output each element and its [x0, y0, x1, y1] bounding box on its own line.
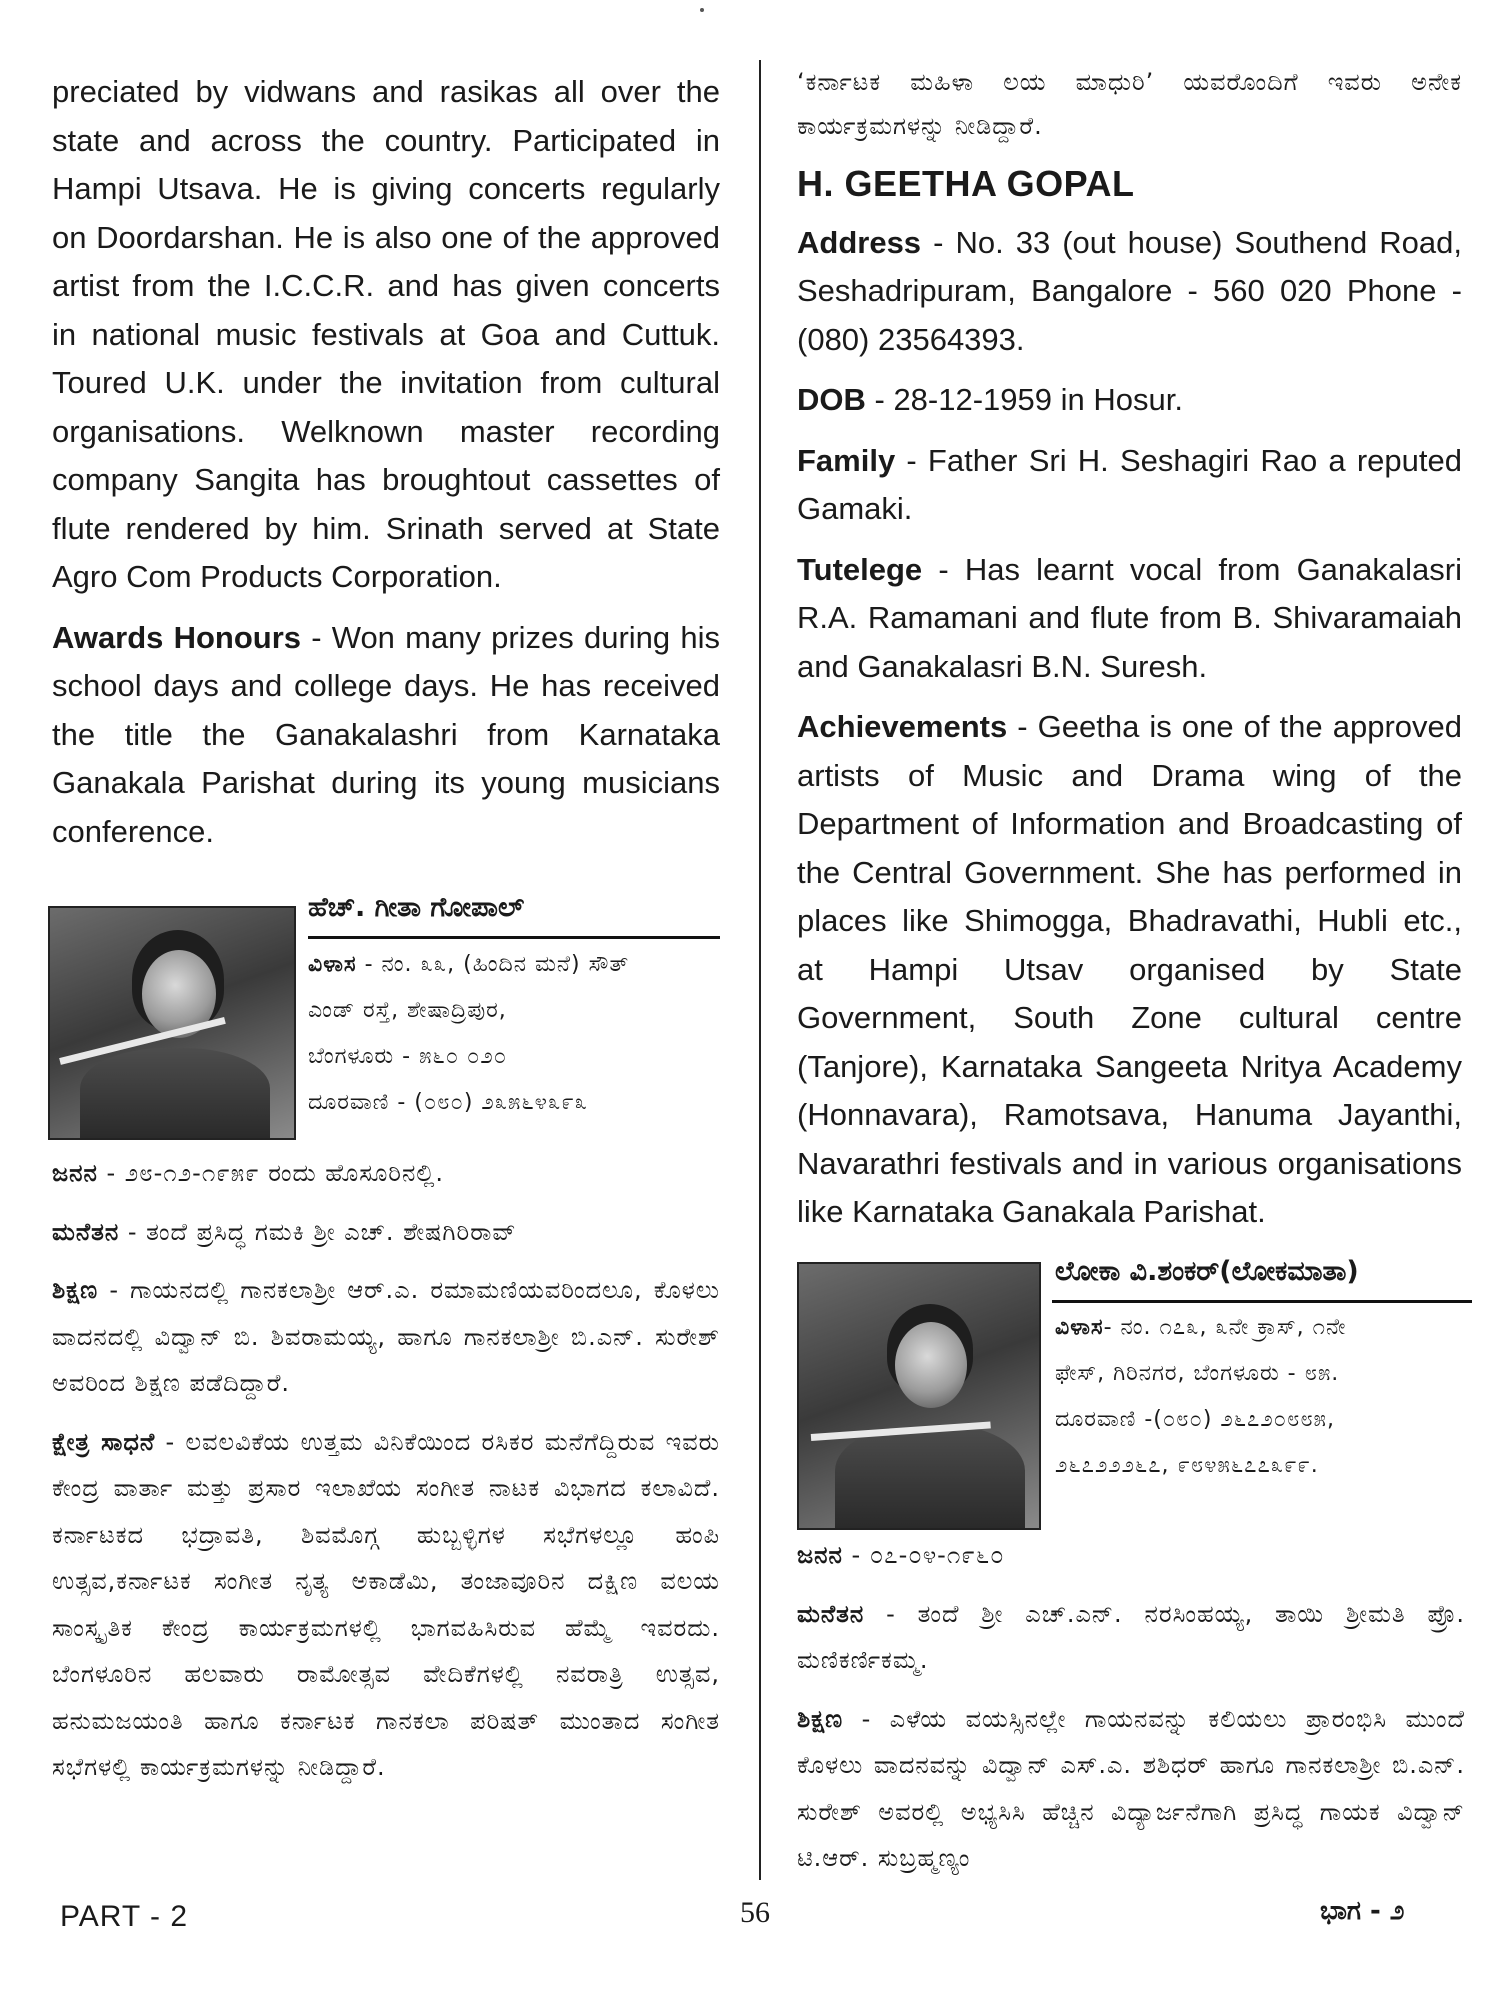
education-text: - ಗಾಯನದಲ್ಲಿ ಗಾನಕಲಾಶ್ರೀ ಆರ್.ಎ. ರಮಾಮಣಿಯವರಿಂದಲೂ, ಕೊಳಲು ವಾದನದಲ್ಲಿ ವಿದ್ವಾನ್ ಬಿ. ಶಿವರಾಮಯ್ಯ, ಹಾಗೂ ಗಾನಕಲಾಶ್ರೀ ಬಿ.ಎನ್. ಸುರೇಶ್ ಅವರಿಂದ ಶಿಕ್ಷಣ ಪಡೆದಿದ್ದಾರೆ. — [52, 1276, 720, 1397]
family-text: - ತಂದೆ ಪ್ರಸಿದ್ಧ ಗಮಕಿ ಶ್ರೀ ಎಚ್. ಶೇಷಗಿರಿರಾವ್ — [119, 1217, 517, 1246]
loka-kn-body — [797, 1532, 1465, 1894]
tutelege-label: Tutelege — [797, 551, 923, 587]
dob-paragraph — [797, 376, 1462, 425]
awards-label: Awards Honours — [52, 619, 302, 655]
awards-text: - Won many prizes during his school days and college days. He has received the title the Ganakalashri from Karnataka Ganakala Parishat during its young musicians conference. — [52, 619, 720, 849]
achievements-label: Achievements — [797, 709, 1008, 744]
loka-photo — [797, 1262, 1041, 1530]
address-line-2: ಎಂಡ್ ರಸ್ತೆ, ಶೇಷಾದ್ರಿಪುರ, — [308, 998, 507, 1023]
srinath-bio-paragraph: preciated by vidwans and rasikas all over the state and across the country. Participated in Hampi Utsava. He is giving concerts regularly on Doordarshan. He is also one of the approved artist from the I.C.C.R. and has given concerts in national music festivals at Goa and Cuttuk. Toured U.K. under the invitation from cultural organisations. Welknown master recording company Sangita has broughtout cassettes of flute rendered by him. Srinath served at State Agro Com Products Corporation. — [52, 74, 720, 594]
column-divider — [759, 60, 761, 1880]
address-line-1-text: - ನಂ. ೧೭೩, ೩ನೇ ಕ್ರಾಸ್, ೧ನೇ — [1103, 1315, 1347, 1340]
address-line-3: ದೂರವಾಣಿ -(೦೮೦) ೨೬೭೨೦೮೮೫, — [1055, 1407, 1335, 1432]
address-label: Address — [797, 224, 922, 260]
name-underline — [308, 936, 720, 939]
geetha-kn-education — [52, 1267, 720, 1407]
loka-kn-address — [1055, 1305, 1475, 1489]
address-line-1-text: - ನಂ. ೩೩, (ಹಿಂದಿನ ಮನೆ) ಸೌತ್ — [356, 952, 630, 977]
kn-intro-paragraph: ‘ಕರ್ನಾಟಕ ಮಹಿಳಾ ಲಯ ಮಾಧುರಿ’ ಯವರೊಂದಿಗೆ ಇವರು ಅನೇಕ ಕಾರ್ಯಕ್ರಮಗಳನ್ನು ನೀಡಿದ್ದಾರೆ. — [797, 68, 1462, 140]
education-text: - ಎಳೆಯ ವಯಸ್ಸಿನಲ್ಲೇ ಗಾಯನವನ್ನು ಕಲಿಯಲು ಪ್ರಾರಂಭಿಸಿ ಮುಂದೆ ಕೊಳಲು ವಾದನವನ್ನು ವಿದ್ವಾನ್ ಎಸ್.ಎ. ಶಶಿಧರ್ ಹಾಗೂ ಗಾನಕಲಾಶ್ರೀ ಬಿ.ಎನ್. ಸುರೇಶ್ ಅವರಲ್ಲಿ ಅಭ್ಯಸಿಸಿ ಹೆಚ್ಚಿನ ವಿದ್ಯಾರ್ಜನೆಗಾಗಿ ಪ್ರಸಿದ್ಧ ಗಾಯಕ ವಿದ್ವಾನ್ ಟಿ.ಆರ್. ಸುಬ್ರಹ್ಮಣ್ಯಂ — [797, 1704, 1465, 1872]
family-label: ಮನೆತನ — [797, 1599, 865, 1628]
geetha-kn-family — [52, 1209, 720, 1256]
address-label: ವಿಳಾಸ — [308, 952, 357, 977]
dob-label: ಜನನ — [797, 1541, 843, 1569]
footer-part-label: PART - 2 — [60, 1900, 189, 1933]
photo-body — [80, 1048, 270, 1138]
education-label: ಶಿಕ್ಷಣ — [52, 1276, 99, 1304]
geetha-kn-address — [308, 942, 728, 1126]
dob-label: DOB — [797, 382, 866, 417]
geetha-kn-body — [52, 1150, 720, 1803]
address-line-4: ದೂರವಾಣಿ - (೦೮೦) ೨೩೫೬೪೩೯೩ — [308, 1090, 588, 1115]
photo-face — [895, 1322, 967, 1408]
geetha-kn-achievements — [52, 1419, 720, 1791]
family-text: - ತಂದೆ ಶ್ರೀ ಎಚ್.ಎನ್. ನರಸಿಂಹಯ್ಯ, ತಾಯಿ ಶ್ರೀಮತಿ ಪ್ರೊ. ಮಣಿಕರ್ಣಿಕಮ್ಮ. — [797, 1599, 1465, 1674]
achievements-paragraph — [797, 703, 1462, 1237]
loka-kn-family — [797, 1591, 1465, 1684]
education-label: ಶಿಕ್ಷಣ — [797, 1704, 844, 1733]
address-line-1 — [308, 942, 728, 988]
dob-label: ಜನನ — [52, 1159, 98, 1187]
achievements-text: - ಲವಲವಿಕೆಯ ಉತ್ತಮ ವಿನಿಕೆಯಿಂದ ರಸಿಕರ ಮನೆಗೆದ್ದಿರುವ ಇವರು ಕೇಂದ್ರ ವಾರ್ತಾ ಮತ್ತು ಪ್ರಸಾರ ಇಲಾಖೆಯ ಸಂಗೀತ ನಾಟಕ ವಿಭಾಗದ ಕಲಾವಿದೆ. ಕರ್ನಾಟಕದ ಭದ್ರಾವತಿ, ಶಿವಮೊಗ್ಗ ಹುಬ್ಬಳ್ಳಿಗಳ ಸಭೆಗಳಲ್ಲೂ ಹಂಪಿ ಉತ್ಸವ,ಕರ್ನಾಟಕ ಸಂಗೀತ ನೃತ್ಯ ಅಕಾಡೆಮಿ, ತಂಜಾವೂರಿನ ದಕ್ಷಿಣ ವಲಯ ಸಾಂಸ್ಕೃತಿಕ ಕೇಂದ್ರ ಕಾರ್ಯಕ್ರಮಗಳಲ್ಲಿ ಭಾಗವಹಿಸಿರುವ ಹೆಮ್ಮೆ ಇವರದು. ಬೆಂಗಳೂರಿನ ಹಲವಾರು ರಾಮೋತ್ಸವ ವೇದಿಕೆಗಳಲ್ಲಿ ನವರಾತ್ರಿ ಉತ್ಸವ, ಹನುಮಜಯಂತಿ ಹಾಗೂ ಕರ್ನಾಟಕ ಗಾನಕಲಾ ಪರಿಷತ್ ಮುಂತಾದ ಸಂಗೀತ ಸಭೆಗಳಲ್ಲಿ ಕಾರ್ಯಕ್ರಮಗಳನ್ನು ನೀಡಿದ್ದಾರೆ. — [52, 1427, 721, 1781]
dob-text: - ೦೭-೦೪-೧೯೬೦ — [842, 1541, 1005, 1569]
address-line-1 — [1055, 1305, 1475, 1351]
dob-text: - ೨೮-೧೨-೧೯೫೯ ರಂದು ಹೊಸೂರಿನಲ್ಲಿ. — [97, 1159, 445, 1187]
achievements-label: ಕ್ಷೇತ್ರ ಸಾಧನೆ — [52, 1427, 156, 1456]
family-paragraph — [797, 437, 1462, 534]
geetha-kn-dob — [52, 1150, 720, 1197]
loka-kn-education — [797, 1696, 1465, 1882]
page-number: 56 — [740, 1896, 770, 1929]
loka-kn-dob — [797, 1532, 1465, 1579]
address-line-3: ಬೆಂಗಳೂರು - ೫೬೦ ೦೨೦ — [308, 1044, 508, 1069]
left-column — [52, 68, 720, 868]
dob-text: - 28-12-1959 in Hosur. — [865, 382, 1183, 417]
loka-kn-name: ಲೋಕಾ ವಿ.ಶಂಕರ್(ಲೋಕಮಾತಾ) — [1055, 1256, 1359, 1287]
geetha-photo — [48, 906, 296, 1140]
address-label: ವಿಳಾಸ — [1055, 1315, 1104, 1340]
geetha-kn-name: ಹೆಚ್. ಗೀತಾ ಗೋಪಾಲ್ — [308, 892, 525, 923]
photo-body — [835, 1424, 1025, 1528]
achievements-text: - Geetha is one of the approved artists of Music and Drama wing of the Department of Information and Broadcasting of the Central Government. She has performed in places like Shimogga, Bhadravathi, Hubli etc., at Hampi Utsav organised by State Government, South Zone cultural centre (Tanjore), Karnataka Sangeeta Nritya Academy (Honnavara), Ramotsava, Hanuma Jayanthi, Navarathri festivals and in various organisations like Karnataka Ganakala Parishat. — [797, 709, 1462, 1229]
tutelege-text: - Has learnt vocal from Ganakalasri R.A. Ramamani and flute from B. Shivaramaiah and Ganakalasri B.N. Suresh. — [797, 551, 1462, 684]
tutelege-paragraph — [797, 546, 1462, 692]
page-title: H. GEETHA GOPAL — [797, 163, 1135, 204]
family-label: Family — [797, 442, 896, 478]
footer-part-label-kn: ಭಾಗ - ೨ — [1320, 1896, 1405, 1926]
family-label: ಮನೆತನ — [52, 1217, 120, 1246]
address-text: - No. 33 (out house) Southend Road, Seshadripuram, Bangalore - 560 020 Phone - (080) 23564393. — [797, 224, 1462, 357]
awards-paragraph — [52, 614, 720, 857]
name-underline — [1052, 1300, 1472, 1303]
address-line-4: ೨೬೭೨೨೨೬೭, ೯೮೪೫೬೭೭೩೯೯. — [1055, 1453, 1319, 1478]
scan-speck — [700, 8, 704, 12]
family-text: - Father Sri H. Seshagiri Rao a reputed Gamaki. — [797, 442, 1462, 526]
address-line-2: ಫೇಸ್, ಗಿರಿನಗರ, ಬೆಂಗಳೂರು - ೮೫. — [1055, 1361, 1340, 1386]
right-column — [797, 60, 1462, 1249]
address-paragraph — [797, 219, 1462, 365]
